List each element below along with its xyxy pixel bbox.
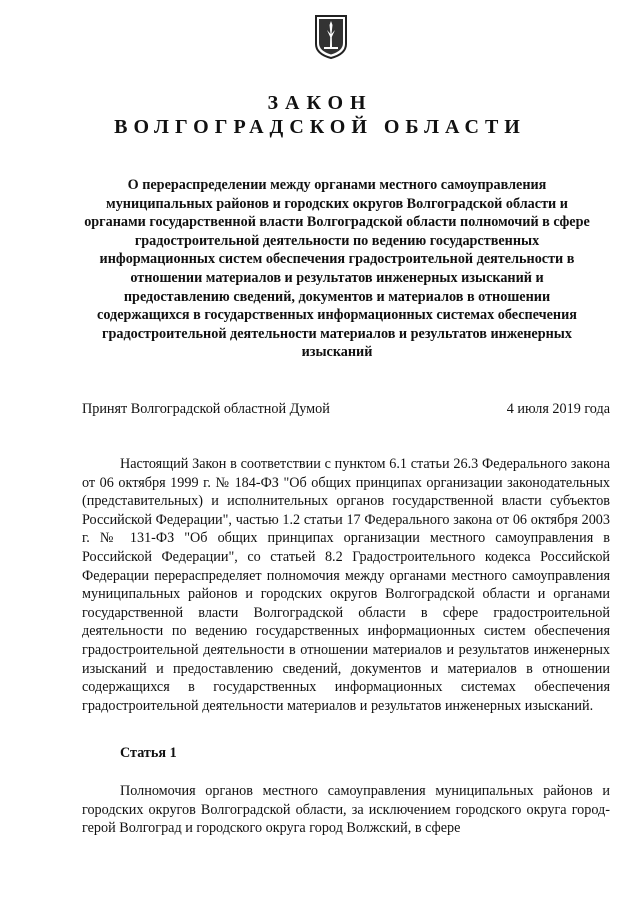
law-subject-title: О перераспределении между органами местного самоуправления муниципальных районов и городских округов Волгоградской области и органами государственной власти Волгоградской области полномочий в сфере градостроительной деятельности по ведению государственных информационных систем обеспечения градостроительной деятельности в отношении материалов и результатов инженерных изысканий и предоставлению сведений, документов и материалов в отношении содержащихся в государственных информационных системах обеспечения градостроительной деятельности материалов и результатов инженерных изысканий [84,177,590,361]
coat-of-arms-emblem [314,14,348,60]
article-1-heading: Статья 1 [120,745,177,761]
law-title: ЗАКОН [267,92,373,114]
adopting-body: Принят Волгоградской областной Думой [82,401,330,417]
adoption-date: 4 июля 2019 года [506,401,610,417]
article-1-paragraph: Полномочия органов местного самоуправления муниципальных районов и городских округов Волгоградской области, за исключением городского округа город-герой Волгоград и городского округа город Волжский, в сфере [82,783,610,837]
preamble-paragraph: Настоящий Закон в соответствии с пунктом 6.1 статьи 26.3 Федерального закона от 06 октября 1999 г. № 184-ФЗ "Об общих принципах организации законодательных (представительных) и исполнительных органов государственной власти субъектов Российской Федерации", частью 1.2 статьи 17 Федерального закона от 06 октября 2003 г. № 131-ФЗ "Об общих принципах организации местного самоуправления в Российской Федерации", со статьей 8.2 Градостроительного кодекса Российской Федерации перераспределяет полномочия между органами местного самоуправления муниципальных районов и городских округов Волгоградской области и органами государственной власти Волгоградской области в сфере градостроительной деятельности по ведению государственных информационных систем обеспечения градостроительной деятельности в отношении материалов и результатов инженерных изысканий и предоставлению сведений, документов и материалов в отношении содержащихся в государственных информационных системах обеспечения градостроительной деятельности материалов и результатов инженерных изысканий. [82,456,610,714]
region-title: ВОЛГОГРАДСКОЙ ОБЛАСТИ [114,116,526,138]
adoption-line [82,401,610,418]
